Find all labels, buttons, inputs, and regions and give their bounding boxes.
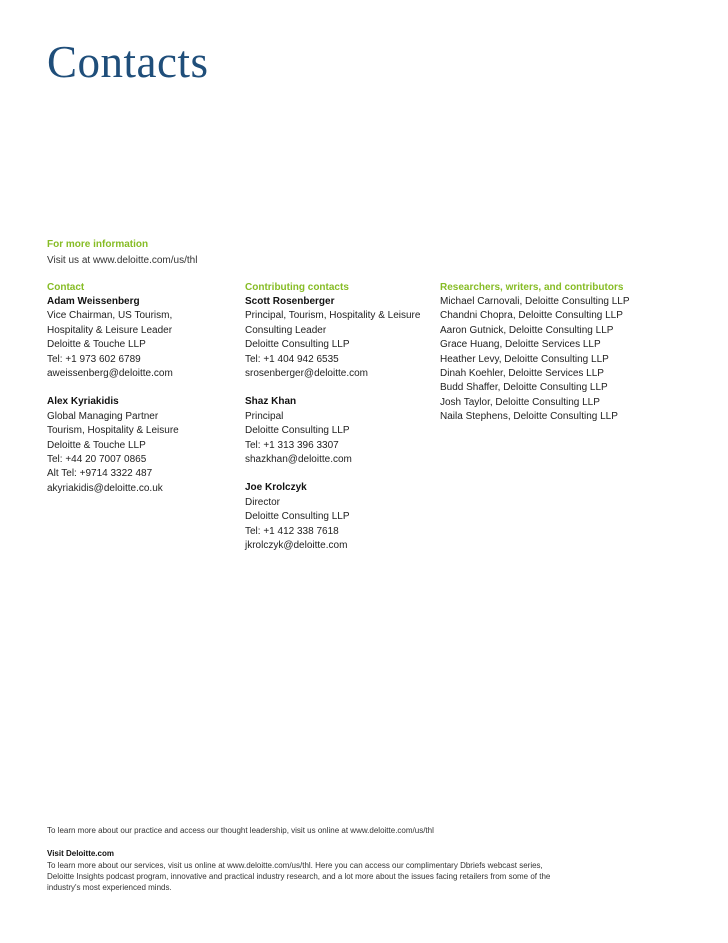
contact-person — [245, 395, 430, 467]
contact-name: Adam Weissenberg — [47, 296, 140, 307]
more-info-link[interactable]: Visit us at www.deloitte.com/us/thl — [47, 255, 198, 266]
list-item: Naila Stephens, Deloitte Consulting LLP — [440, 411, 618, 423]
contact-email[interactable]: jkrolczyk@deloitte.com — [245, 540, 348, 552]
visit-line: industry's most experienced minds. — [47, 883, 172, 892]
contact-title: Tourism, Hospitality & Leisure — [47, 425, 179, 437]
contact-company: Deloitte Consulting LLP — [245, 339, 350, 351]
contact-column — [47, 281, 232, 496]
contact-name: Alex Kyriakidis — [47, 396, 119, 408]
contact-email[interactable]: srosenberger@deloitte.com — [245, 368, 368, 380]
contributing-column — [245, 281, 430, 554]
contact-name: Scott Rosenberger — [245, 296, 335, 307]
visit-line: To learn more about our services, visit us online at www.deloitte.com/us/thl. Here you can access our complimentary Dbriefs webcast series, — [47, 861, 543, 870]
visit-heading: Visit Deloitte.com — [47, 849, 114, 858]
contact-name: Joe Krolczyk — [245, 482, 307, 494]
contact-title: Director — [245, 496, 281, 508]
visit-line: Deloitte Insights podcast program, innovative and practical industry research, and a lot more about the issues facing retailers from some of the — [47, 872, 551, 881]
contact-phone[interactable]: Tel: +1 313 396 3307 — [245, 439, 339, 451]
learn-more-text: To learn more about our practice and access our thought leadership, visit us online at www.deloitte.com/us/thl — [47, 826, 434, 835]
list-item: Michael Carnovali, Deloitte Consulting LLP — [440, 296, 630, 307]
contact-phone[interactable]: Tel: +1 404 942 6535 — [245, 353, 339, 365]
contact-person — [245, 481, 430, 553]
page-title: Contacts — [47, 37, 209, 87]
contact-person — [47, 295, 232, 381]
researchers-column — [440, 281, 630, 425]
contact-email[interactable]: aweissenberg@deloitte.com — [47, 368, 173, 380]
contact-company: Deloitte Consulting LLP — [245, 425, 350, 437]
list-item: Aaron Gutnick, Deloitte Consulting LLP — [440, 324, 614, 336]
contact-alt-phone[interactable]: Alt Tel: +9714 3322 487 — [47, 468, 153, 480]
contact-title: Hospitality & Leisure Leader — [47, 324, 173, 336]
contact-title: Consulting Leader — [245, 324, 327, 336]
contact-title: Principal, Tourism, Hospitality & Leisure — [245, 310, 421, 322]
list-item: Josh Taylor, Deloitte Consulting LLP — [440, 396, 600, 408]
contributing-heading: Contributing contacts — [245, 282, 349, 293]
contact-company: Deloitte & Touche LLP — [47, 439, 146, 451]
contact-phone[interactable]: Tel: +1 973 602 6789 — [47, 353, 141, 365]
contact-email[interactable]: akyriakidis@deloitte.co.uk — [47, 482, 163, 494]
more-info-heading: For more information — [47, 239, 149, 250]
list-item: Dinah Koehler, Deloitte Services LLP — [440, 368, 604, 380]
contact-heading: Contact — [47, 282, 85, 293]
list-item: Heather Levy, Deloitte Consulting LLP — [440, 353, 609, 365]
contact-person — [245, 295, 430, 381]
visit-paragraph — [47, 860, 551, 893]
list-item: Chandni Chopra, Deloitte Consulting LLP — [440, 310, 623, 322]
contact-person — [47, 395, 232, 496]
contact-phone[interactable]: Tel: +44 20 7007 0865 — [47, 454, 147, 466]
contact-title: Global Managing Partner — [47, 410, 159, 422]
contact-name: Shaz Khan — [245, 396, 297, 408]
contact-email[interactable]: shazkhan@deloitte.com — [245, 454, 352, 466]
list-item: Grace Huang, Deloitte Services LLP — [440, 339, 601, 351]
list-item: Budd Shaffer, Deloitte Consulting LLP — [440, 382, 608, 394]
contact-title: Principal — [245, 410, 284, 422]
contact-phone[interactable]: Tel: +1 412 338 7618 — [245, 525, 339, 537]
contact-company: Deloitte Consulting LLP — [245, 511, 350, 523]
contact-company: Deloitte & Touche LLP — [47, 339, 146, 351]
researchers-heading: Researchers, writers, and contributors — [440, 282, 624, 293]
contact-title: Vice Chairman, US Tourism, — [47, 310, 173, 322]
